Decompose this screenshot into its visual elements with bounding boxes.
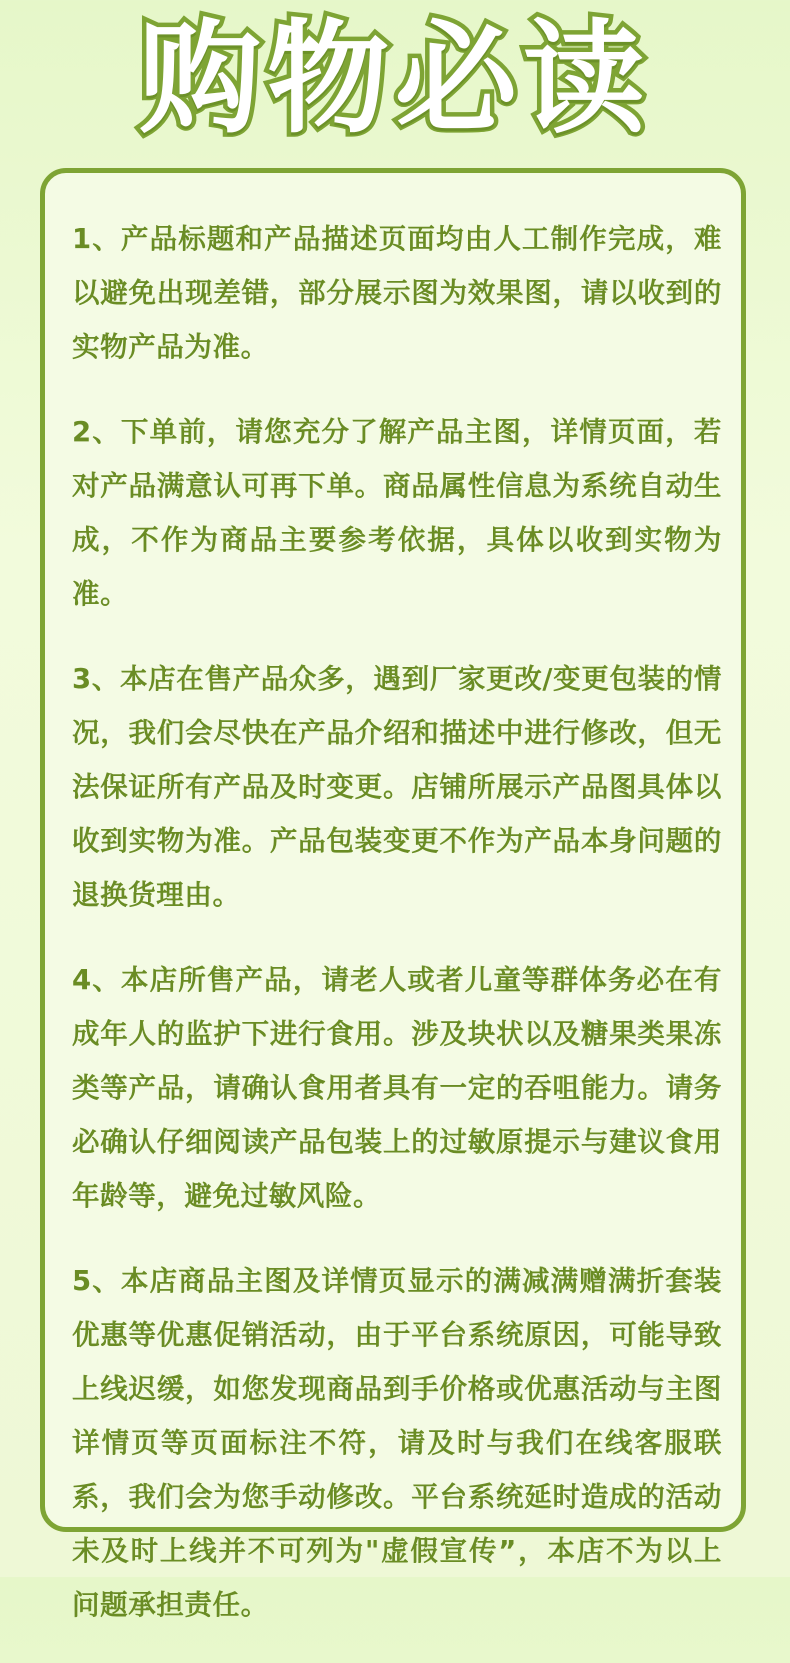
notice-item-4: 4、本店所售产品，请老人或者儿童等群体务必在有成年人的监护下进行食用。涉及块状以及糖果类果冻类等产品，请确认食用者具有一定的吞咀能力。请务必确认仔细阅读产品包装上的过敏原提示与建议食用年龄等，避免过敏风险。 <box>72 964 722 1212</box>
notice-item-5: 5、本店商品主图及详情页显示的满减满赠满折套装优惠等优惠促销活动，由于平台系统原因，可能导致上线迟缓，如您发现商品到手价格或优惠活动与主图详情页等页面标注不符，请及时与我们在线客服联系，我们会为您手动修改。平台系统延时造成的活动未及时上线并不可列为"虚假宣传”，本店不为以上问题承担责任。 <box>72 1265 722 1621</box>
notice-item-1: 1、产品标题和产品描述页面均由人工制作完成，难以避免出现差错，部分展示图为效果图，请以收到的实物产品为准。 <box>72 223 722 363</box>
notice-list <box>72 212 722 1663</box>
notice-item-3: 3、本店在售产品众多，遇到厂家更改/变更包装的情况，我们会尽快在产品介绍和描述中进行修改，但无法保证所有产品及时变更。店铺所展示产品图具体以收到实物为准。产品包装变更不作为产品本身问题的退换货理由。 <box>72 663 722 911</box>
page-title: 购物必读 <box>139 8 651 150</box>
notice-item-2: 2、下单前，请您充分了解产品主图，详情页面，若对产品满意认可再下单。商品属性信息为系统自动生成，不作为商品主要参考依据，具体以收到实物为准。 <box>72 416 722 610</box>
